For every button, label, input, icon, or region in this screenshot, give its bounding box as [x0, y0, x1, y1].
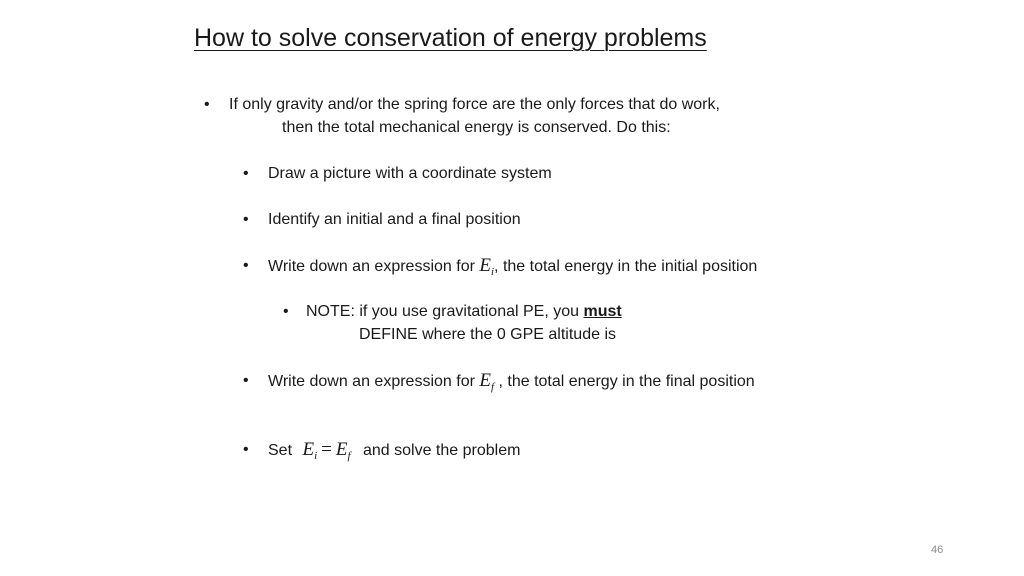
step-set-text: Set: [268, 442, 293, 459]
step-initial-energy-suffix: , the total energy in the initial position: [494, 258, 758, 275]
step-initial-energy: [268, 256, 757, 282]
bullet-icon: •: [243, 257, 249, 274]
step-set-equal: [268, 440, 520, 466]
step-initial-energy-text: Write down an expression for: [268, 258, 475, 275]
bullet-icon: •: [243, 165, 249, 182]
bullet-icon: •: [243, 211, 249, 228]
step-final-energy: [268, 371, 755, 397]
math-energy-equation: $E_i = E_f$: [302, 439, 351, 462]
step-draw-picture: Draw a picture with a coordinate system: [268, 165, 552, 182]
bullet-icon: •: [243, 441, 249, 458]
bullet-icon: •: [283, 303, 289, 320]
page-number: 46: [931, 544, 944, 556]
slide-title: How to solve conservation of energy problems: [194, 24, 707, 52]
note-gpe: [306, 302, 622, 322]
intro-line-1: If only gravity and/or the spring force are the only forces that do work,: [229, 96, 720, 113]
step-identify-positions: Identify an initial and a final position: [268, 211, 521, 228]
step-set-suffix: and solve the problem: [362, 442, 521, 459]
math-e-initial: $E_i$: [479, 255, 495, 278]
bullet-icon: •: [243, 372, 249, 389]
step-final-energy-text: Write down an expression for: [268, 373, 475, 390]
step-final-energy-suffix: , the total energy in the final position: [498, 373, 755, 390]
intro-line-2: then the total mechanical energy is conserved. Do this:: [282, 119, 671, 136]
bullet-icon: •: [204, 96, 210, 113]
note-emphasis: must: [583, 303, 622, 320]
note-text: NOTE: if you use gravitational PE, you: [306, 303, 580, 320]
math-e-final: $E_f$: [479, 370, 495, 393]
note-line-2: DEFINE where the 0 GPE altitude is: [359, 326, 616, 343]
